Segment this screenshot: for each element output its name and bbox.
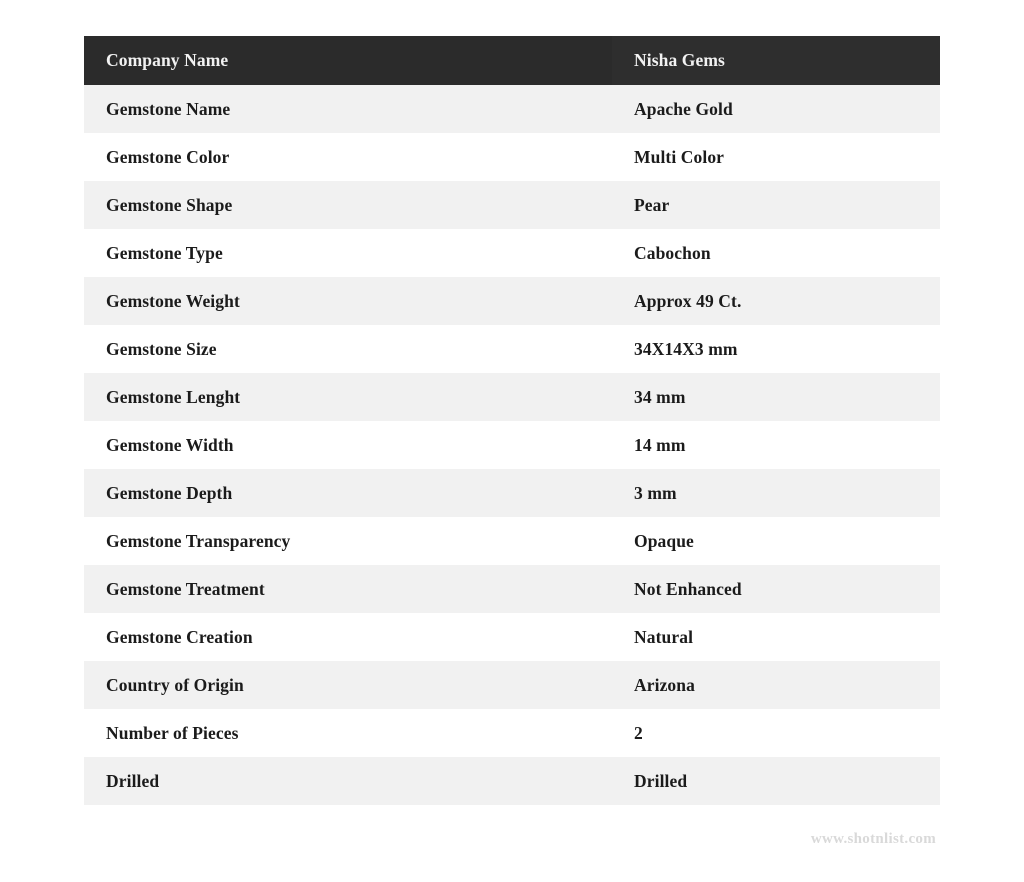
row-label: Country of Origin	[84, 661, 612, 709]
row-value: 34X14X3 mm	[612, 325, 940, 373]
table-row	[84, 661, 940, 709]
table-row	[84, 133, 940, 181]
gemstone-spec-table-container	[84, 36, 940, 805]
row-label: Gemstone Depth	[84, 469, 612, 517]
table-header-value: Nisha Gems	[612, 36, 940, 85]
row-label: Gemstone Name	[84, 85, 612, 133]
row-label: Gemstone Size	[84, 325, 612, 373]
row-value: Opaque	[612, 517, 940, 565]
row-value: Pear	[612, 181, 940, 229]
site-watermark: www.shotnlist.com	[810, 831, 936, 847]
table-row	[84, 325, 940, 373]
row-value: 34 mm	[612, 373, 940, 421]
row-label: Gemstone Color	[84, 133, 612, 181]
table-row	[84, 565, 940, 613]
row-label: Gemstone Treatment	[84, 565, 612, 613]
row-value: Cabochon	[612, 229, 940, 277]
table-row	[84, 85, 940, 133]
table-body	[84, 36, 940, 805]
table-row	[84, 373, 940, 421]
row-value: Multi Color	[612, 133, 940, 181]
row-label: Gemstone Width	[84, 421, 612, 469]
row-label: Gemstone Creation	[84, 613, 612, 661]
row-label: Gemstone Weight	[84, 277, 612, 325]
row-label: Number of Pieces	[84, 709, 612, 757]
row-value: Apache Gold	[612, 85, 940, 133]
table-header-label: Company Name	[84, 36, 612, 85]
row-label: Gemstone Shape	[84, 181, 612, 229]
row-label: Drilled	[84, 757, 612, 805]
table-header-row	[84, 36, 940, 85]
table-row	[84, 421, 940, 469]
table-row	[84, 229, 940, 277]
row-value: Not Enhanced	[612, 565, 940, 613]
table-row	[84, 277, 940, 325]
row-label: Gemstone Lenght	[84, 373, 612, 421]
table-row	[84, 709, 940, 757]
row-value: Natural	[612, 613, 940, 661]
row-value: 2	[612, 709, 940, 757]
row-value: Drilled	[612, 757, 940, 805]
row-value: Approx 49 Ct.	[612, 277, 940, 325]
table-row	[84, 757, 940, 805]
row-value: Arizona	[612, 661, 940, 709]
row-label: Gemstone Transparency	[84, 517, 612, 565]
row-value: 3 mm	[612, 469, 940, 517]
row-value: 14 mm	[612, 421, 940, 469]
table-row	[84, 613, 940, 661]
table-row	[84, 469, 940, 517]
gemstone-spec-table	[84, 36, 940, 805]
table-row	[84, 181, 940, 229]
row-label: Gemstone Type	[84, 229, 612, 277]
table-row	[84, 517, 940, 565]
